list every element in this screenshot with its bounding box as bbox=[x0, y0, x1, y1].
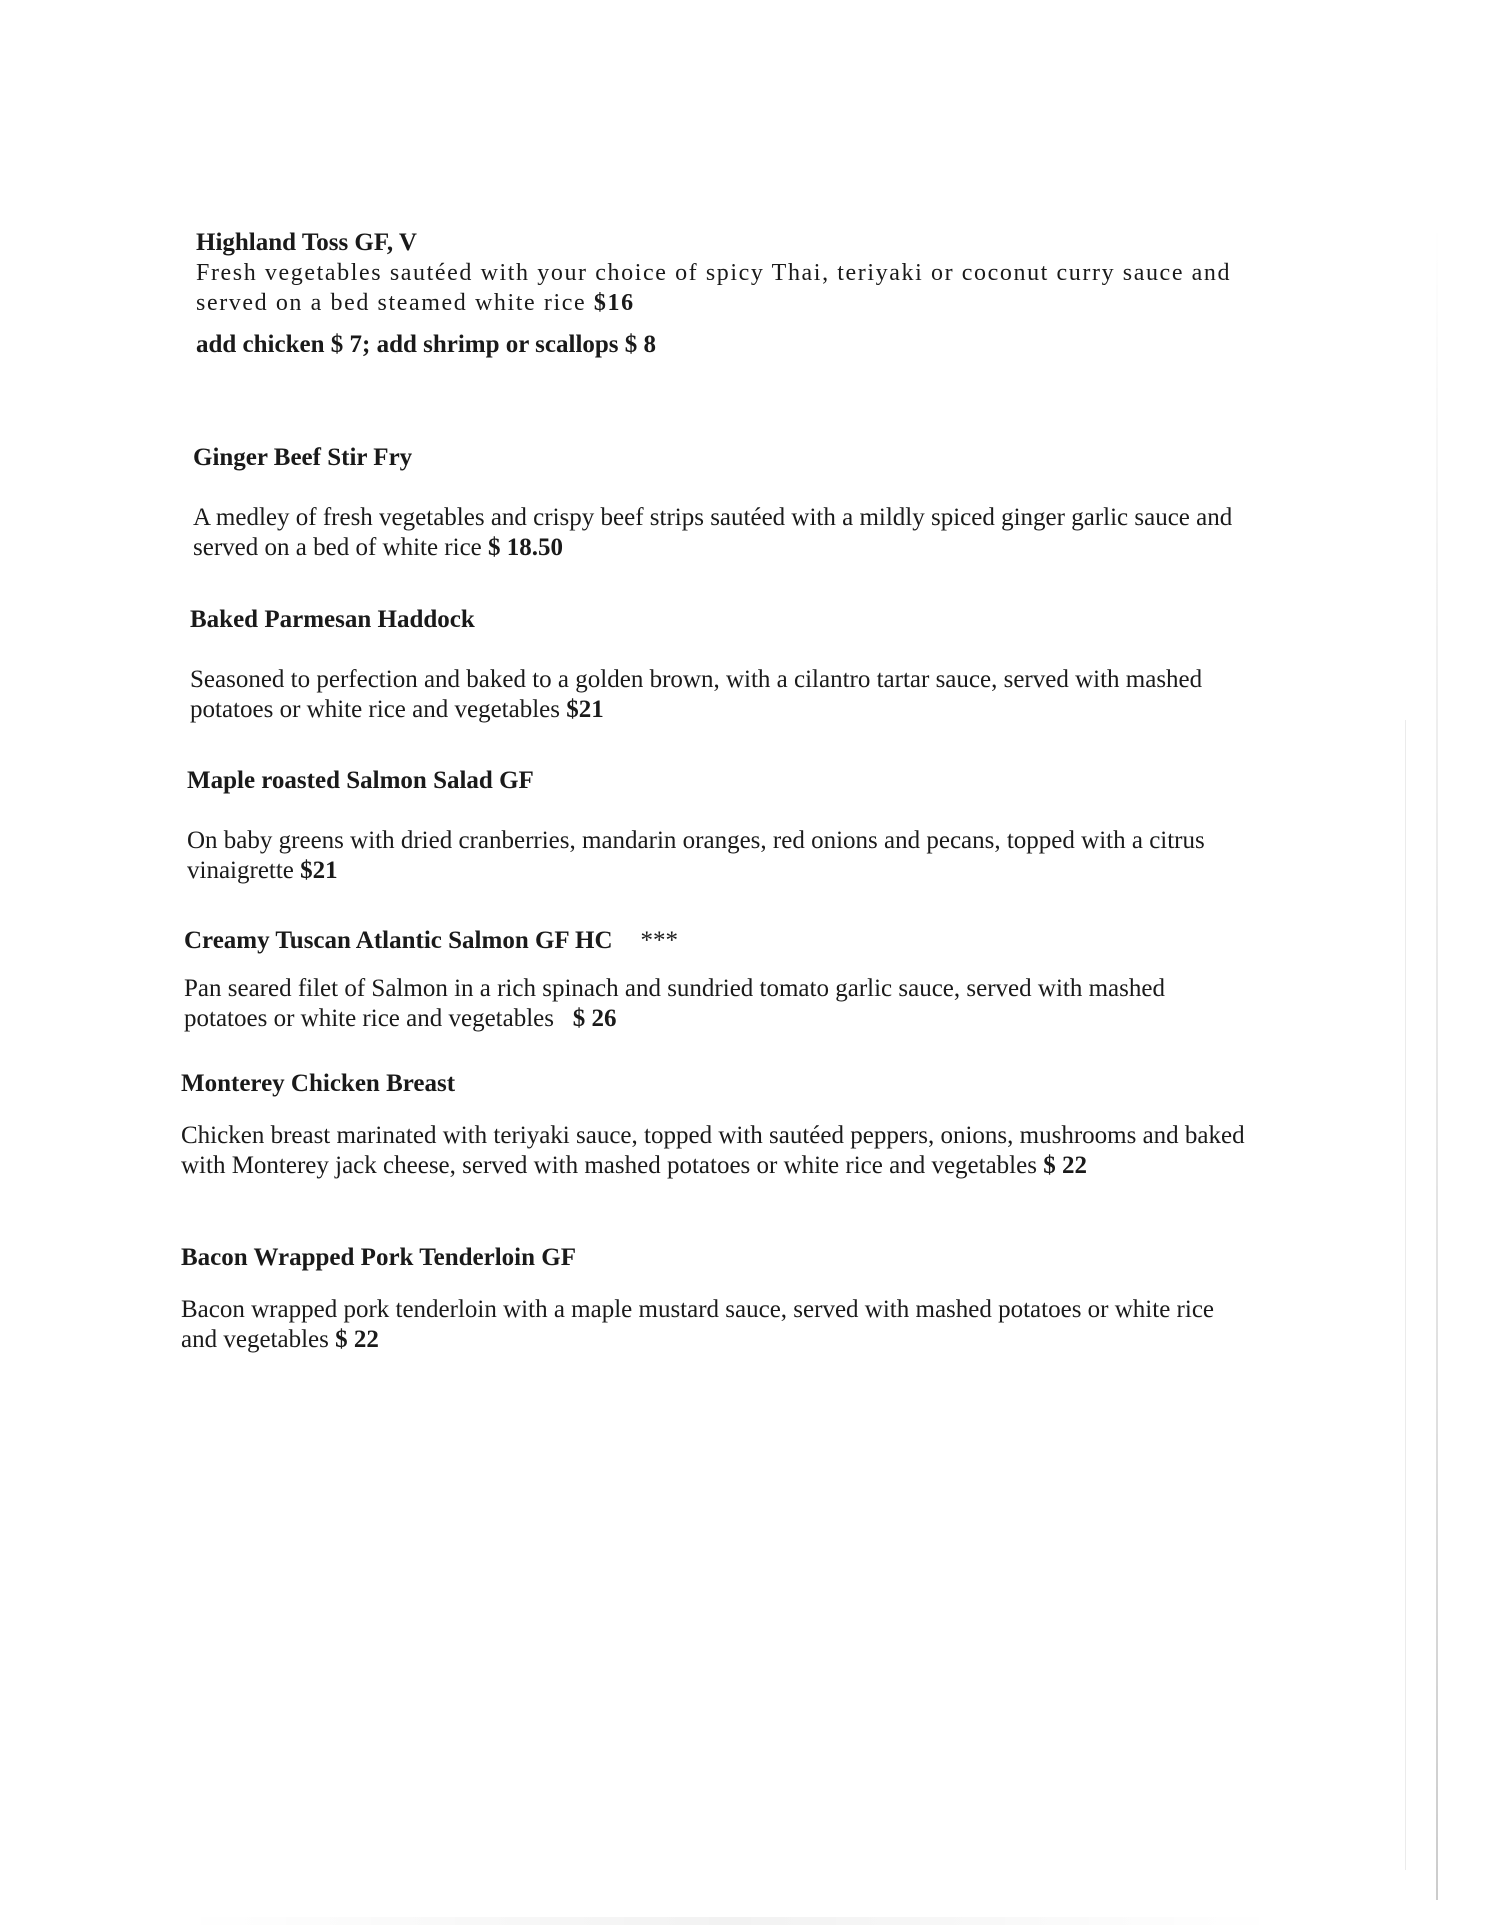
menu-item-title: Monterey Chicken Breast bbox=[181, 1070, 456, 1097]
menu-item-title-row bbox=[184, 926, 1274, 956]
menu-item-desc-text: Seasoned to perfection and baked to a golden brown, with a cilantro tartar sauce, served with mashed potatoes or white rice and vegetables bbox=[190, 666, 1203, 723]
menu-item bbox=[181, 1243, 1271, 1355]
menu-item-price: $ 18.50 bbox=[488, 534, 564, 561]
menu-item-price: $21 bbox=[300, 857, 338, 884]
scan-bottom-smudge bbox=[180, 1917, 1280, 1925]
menu-item-desc-text: Fresh vegetables sautéed with your choice of spicy Thai, teriyaki or coconut curry sauce and served on a bed steamed white rice bbox=[196, 260, 1232, 316]
chef-special-marker: *** bbox=[640, 927, 679, 954]
menu-item bbox=[187, 766, 1277, 886]
menu-item bbox=[181, 1069, 1271, 1181]
menu-item-description bbox=[193, 503, 1253, 563]
menu-item bbox=[193, 443, 1283, 563]
menu-item bbox=[184, 926, 1274, 1034]
menu-item-desc-text: On baby greens with dried cranberries, mandarin oranges, red onions and pecans, topped with a citrus vinaigrette bbox=[187, 827, 1205, 884]
menu-item-desc-text: Chicken breast marinated with teriyaki sauce, topped with sautéed peppers, onions, mushrooms and baked with Monterey jack cheese, served with mashed potatoes or white rice and vegetables bbox=[181, 1122, 1245, 1179]
menu-item-title: Ginger Beef Stir Fry bbox=[193, 444, 413, 471]
menu-item-title: Highland Toss GF, V bbox=[196, 229, 417, 256]
menu-item-title: Maple roasted Salmon Salad GF bbox=[187, 767, 534, 794]
menu-item-description bbox=[184, 974, 1204, 1034]
scan-edge-shadow bbox=[1436, 220, 1438, 1900]
menu-item-title: Baked Parmesan Haddock bbox=[190, 606, 475, 633]
menu-item-price: $ 22 bbox=[335, 1326, 379, 1353]
menu-item-price: $ 26 bbox=[572, 1005, 617, 1032]
scan-edge-line bbox=[1405, 720, 1406, 1870]
menu-item-price: $16 bbox=[593, 290, 635, 316]
menu-item-title: Creamy Tuscan Atlantic Salmon GF HC bbox=[184, 927, 613, 954]
menu-item-description bbox=[196, 258, 1256, 318]
menu-item-description bbox=[181, 1295, 1241, 1355]
menu-item bbox=[190, 605, 1280, 725]
menu-item-desc-text: Bacon wrapped pork tenderloin with a maple mustard sauce, served with mashed potatoes or white rice and vegetables bbox=[181, 1296, 1215, 1353]
menu-item-price: $ 22 bbox=[1043, 1152, 1087, 1179]
menu-item-description bbox=[187, 826, 1262, 886]
menu-item bbox=[196, 228, 1286, 385]
menu-item-description bbox=[190, 665, 1250, 725]
menu-item-price: $21 bbox=[566, 696, 604, 723]
menu-item-description bbox=[181, 1121, 1266, 1181]
menu-item-addons: add chicken $ 7; add shrimp or scallops $ 8 bbox=[196, 331, 657, 358]
menu-item-desc-text: A medley of fresh vegetables and crispy beef strips sautéed with a mildly spiced ginger garlic sauce and served on a bed of white rice bbox=[193, 504, 1233, 561]
menu-item-title: Bacon Wrapped Pork Tenderloin GF bbox=[181, 1244, 576, 1271]
menu-item-desc-text: Pan seared filet of Salmon in a rich spinach and sundried tomato garlic sauce, served with mashed potatoes or white rice and vegetables bbox=[184, 975, 1165, 1032]
